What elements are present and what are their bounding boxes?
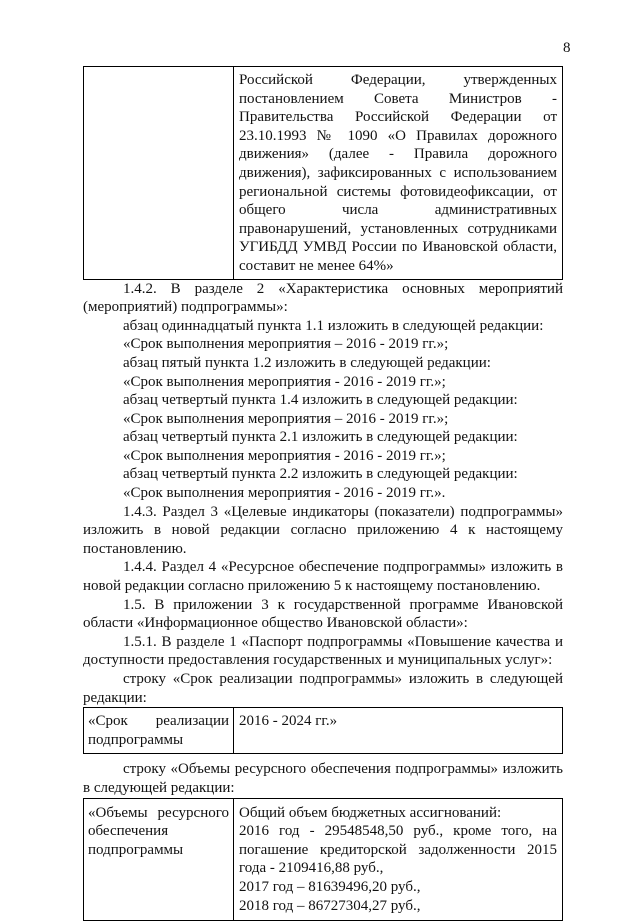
funding-table [83,798,563,921]
list-item: абзац одиннадцатый пункта 1.1 изложить в следующей редакции: [123,317,544,334]
paragraph-1-4-3: 1.4.3. Раздел 3 «Целевые индикаторы (показатели) подпрограммы» изложить в новой редакции согласно приложению 4 к настоящему постановлению. [83,503,563,557]
funding-line: 2018 год – 86727304,27 руб., [239,897,421,914]
table-cell-empty [84,67,234,280]
term-table [83,707,563,754]
paragraph-1-5: 1.5. В приложении 3 к государственной программе Ивановской области «Информационное общество Ивановской области»: [83,596,563,632]
list-item: абзац четвертый пункта 1.4 изложить в следующей редакции: [123,392,518,409]
document-body [83,66,563,921]
table-cell-term-label [84,708,234,754]
term-label-part: реализации [155,713,229,730]
table-cell-indicator-text: Российской Федерации, утвержденных постановлением Совета Министров - Правительства Российской Федерации от 23.10.1993 № 1090 «О Правилах дорожного движения» (далее - Правила дорожного движения), зафиксированных с использованием региональной системы фотовидеофиксации, от общего числа административных правонарушений, установленных сотрудниками УГИБДД УМВД России по Ивановской области, составит не менее 64%» [234,67,563,280]
table-cell-funding-label: «Объемы ресурсного обеспечения подпрограммы [84,798,234,921]
page-number: 8 [563,40,571,56]
list-item: «Срок выполнения мероприятия – 2016 - 2019 гг.»; [123,410,449,427]
paragraph-1-4-2: 1.4.2. В разделе 2 «Характеристика основных мероприятий (мероприятий) подпрограммы»: [83,280,563,316]
funding-line: 2017 год – 81639496,20 руб., [239,878,421,895]
list-item: абзац четвертый пункта 2.1 изложить в следующей редакции: [123,429,518,446]
list-item: «Срок выполнения мероприятия - 2016 - 2019 гг.». [123,485,446,502]
list-item: «Срок выполнения мероприятия - 2016 - 2019 гг.»; [123,447,446,464]
paragraph-funding-row: строку «Объемы ресурсного обеспечения подпрограммы» изложить в следующей редакции: [83,761,563,796]
list-item: «Срок выполнения мероприятия – 2016 - 2019 гг.»; [123,336,449,353]
paragraph-term-row: строку «Срок реализации подпрограммы» изложить в следующей редакции: [83,671,563,706]
continuation-table [83,66,563,280]
list-item: абзац четвертый пункта 2.2 изложить в следующей редакции: [123,466,518,483]
funding-line: 2016 год - 29548548,50 руб., кроме того, на погашение кредиторской задолженности 2015 года - 2109416,88 руб., [239,823,557,877]
table-cell-funding-values [234,798,563,921]
list-item: абзац пятый пункта 1.2 изложить в следующей редакции: [123,354,491,371]
list-item: «Срок выполнения мероприятия - 2016 - 2019 гг.»; [123,373,446,390]
table-cell-term-value: 2016 - 2024 гг.» [234,708,563,754]
term-label-part: подпрограммы [88,731,184,748]
term-label-part: «Срок [88,713,128,730]
funding-line: Общий объем бюджетных ассигнований: [239,804,502,821]
paragraph-1-4-4: 1.4.4. Раздел 4 «Ресурсное обеспечение подпрограммы» изложить в новой редакции согласно приложению 5 к настоящему постановлению. [83,559,563,595]
paragraph-1-5-1: 1.5.1. В разделе 1 «Паспорт подпрограммы «Повышение качества и доступности предоставления государственных и муниципальных услуг»: [83,633,563,669]
